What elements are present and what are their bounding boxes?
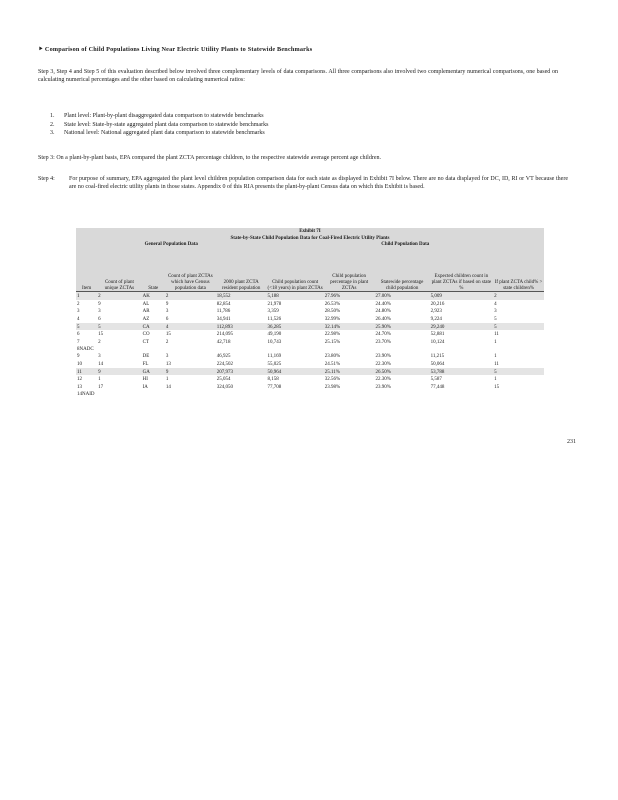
cell-census: 4 (165, 323, 216, 331)
cell-child: 11,169 (267, 354, 282, 360)
list-item (50, 112, 470, 121)
cell-expected: 2,923 (430, 309, 442, 315)
cell-flag: 5 (493, 323, 544, 331)
group-header-general: General Population Data (76, 242, 267, 248)
cell-state: AZ (142, 316, 150, 322)
cell-expected: 20,216 (430, 301, 445, 307)
cell-state: AL (142, 301, 150, 307)
table-note: 14NAID (77, 391, 95, 397)
list-text: Plant level: Plant-by-plant disaggregated data comparison to statewide benchmarks (64, 113, 264, 119)
list-item (50, 121, 470, 130)
cell-pop: 42,718 (216, 339, 231, 345)
cell-zctas: 3 (98, 309, 101, 315)
cell-expected: 9,224 (430, 316, 442, 322)
cell-pct: 23.98% (324, 384, 341, 390)
cell-zctas: 15 (98, 332, 104, 338)
table-header-row (76, 247, 544, 292)
cell-pop: 46,925 (216, 354, 231, 360)
cell-census: 13 (165, 361, 171, 367)
cell-item: 2 (77, 301, 80, 307)
cell-pop: 18,552 (216, 292, 267, 300)
cell-pct: 28.50% (324, 309, 341, 315)
cell-zctas: 9 (97, 368, 141, 376)
cell-pct: 32.14% (324, 323, 375, 331)
cell-statepct: 26.50% (375, 368, 430, 376)
step4-paragraph (38, 175, 568, 192)
cell-census: 3 (165, 354, 169, 360)
list-number: 1. (50, 113, 55, 119)
table-caption-row (76, 228, 544, 235)
exhibit-table (76, 228, 544, 398)
cell-pop: 25,054 (216, 377, 231, 383)
cell-zctas: 17 (98, 384, 104, 390)
cell-item: 7 (77, 339, 80, 345)
table-title: State-by-State Child Population Data for Coal-Fired Electric Utility Plants (76, 235, 544, 242)
cell-statepct: 26.40% (375, 316, 391, 322)
cell-census: 2 (165, 292, 216, 300)
cell-expected: 5,009 (430, 292, 494, 300)
cell-zctas: 9 (98, 301, 101, 307)
cell-statepct: 23.90% (375, 384, 391, 390)
table-row (76, 338, 544, 346)
column-header: Child population count (<18 years) in plant ZCTAs (267, 247, 324, 292)
cell-zctas: 2 (98, 339, 101, 345)
table-row (76, 308, 544, 316)
cell-flag: 1 (494, 339, 497, 345)
cell-pct: 23.80% (324, 354, 341, 360)
table-note: 8NADC (77, 346, 94, 352)
cell-flag: 3 (494, 309, 497, 315)
cell-statepct: 22.30% (375, 377, 391, 383)
cell-flag: 1 (494, 377, 497, 383)
cell-zctas: 1 (98, 377, 101, 383)
cell-expected: 53,788 (430, 368, 494, 376)
table-body (76, 292, 544, 346)
cell-child: 10,743 (267, 339, 282, 345)
cell-state: CA (142, 323, 165, 331)
cell-statepct: 24.70% (375, 332, 391, 338)
cell-zctas: 6 (98, 316, 101, 322)
cell-child: 55,025 (267, 361, 282, 367)
cell-pct: 25.11% (324, 368, 375, 376)
cell-child: 49,190 (267, 332, 282, 338)
cell-item: 4 (77, 316, 80, 322)
exhibit-table-wrapper (76, 228, 544, 398)
cell-flag: 5 (494, 316, 497, 322)
cell-census: 15 (165, 332, 171, 338)
cell-item: 6 (77, 332, 80, 338)
cell-statepct: 24.40% (375, 301, 391, 307)
cell-child: 21,978 (267, 301, 282, 307)
cell-child: 11,526 (267, 316, 282, 322)
cell-child: 5,188 (267, 292, 324, 300)
step3-paragraph: Step 3: On a plant-by-plant basis, EPA compared the plant ZCTA percentage children, to the respective statewide average percent age children. (38, 155, 382, 161)
cell-item: 11 (76, 368, 97, 376)
column-header: 2000 plant ZCTA resident population (216, 247, 267, 292)
table-note-row (76, 391, 544, 398)
cell-pct: 24.51% (324, 361, 341, 367)
table-row (76, 375, 544, 383)
cell-expected: 10,124 (430, 339, 445, 345)
cell-state: AR (142, 309, 150, 315)
column-header: Child population percentage in plant ZCTAs (324, 247, 375, 292)
column-header: Count of plant ZCTAs which have Census population data (165, 247, 216, 292)
cell-item: 10 (77, 361, 82, 367)
cell-item: 9 (77, 354, 80, 360)
page-number: 231 (567, 439, 576, 445)
column-header: Expected children count in plant ZCTAs if based on state % (430, 247, 494, 292)
cell-state: DE (142, 354, 150, 360)
table-row (76, 323, 544, 331)
cell-child: 3,359 (267, 309, 279, 315)
cell-statepct: 23.70% (375, 339, 391, 345)
cell-item: 3 (77, 309, 80, 315)
cell-flag: 15 (494, 384, 500, 390)
cell-zctas: 3 (98, 354, 101, 360)
cell-census: 6 (165, 316, 169, 322)
table-row (76, 353, 544, 361)
cell-pop: 112,893 (216, 323, 267, 331)
cell-pct: 32.56% (324, 377, 341, 383)
cell-pop: 34,941 (216, 316, 231, 322)
cell-item: 5 (76, 323, 97, 331)
column-header: Statewide percentage child population (375, 247, 430, 292)
list-text: State level: State-by-state aggregated plant data comparison to statewide benchmarks (64, 121, 269, 128)
table-row (76, 315, 544, 323)
cell-state: HI (142, 377, 148, 383)
cell-pop: 224,502 (216, 361, 233, 367)
cell-child: 36,285 (267, 323, 324, 331)
table-row (76, 292, 544, 300)
cell-zctas: 5 (97, 323, 141, 331)
list-item (50, 129, 470, 138)
cell-flag: 5 (493, 368, 544, 376)
step4-label: Step 4: (38, 176, 55, 182)
table-caption: Exhibit 7I (76, 228, 544, 235)
cell-pop: 207,973 (216, 368, 267, 376)
cell-pop: 214,095 (216, 332, 233, 338)
cell-expected: 5,587 (430, 377, 442, 383)
cell-statepct: 22.30% (375, 361, 391, 367)
cell-item: 12 (77, 377, 82, 383)
cell-census: 9 (165, 368, 216, 376)
cell-zctas: 2 (97, 292, 141, 300)
column-header: Count of plant unique ZCTAs (97, 247, 141, 292)
cell-pct: 22.98% (324, 332, 341, 338)
cell-state: CO (142, 332, 150, 338)
cell-pct: 25.15% (324, 339, 341, 345)
intro-paragraph: Step 3, Step 4 and Step 5 of this evaluation described below involved three complementary levels of data comparisons. All three comparisons also involved two complementary numerical comparisons, one based on calculating numerical percentages and the other based on calculating numerical ratios: (38, 69, 558, 84)
table-caption-row (76, 235, 544, 242)
table-row (76, 383, 544, 391)
cell-statepct: 23.90% (375, 354, 391, 360)
cell-census: 9 (165, 301, 169, 307)
cell-expected: 52,881 (430, 332, 445, 338)
cell-census: 3 (165, 309, 169, 315)
cell-expected: 11,215 (430, 354, 445, 360)
comparison-levels-list (50, 112, 470, 138)
list-number: 3. (50, 130, 55, 136)
cell-child: 50,964 (267, 368, 324, 376)
cell-census: 14 (165, 384, 171, 390)
cell-flag: 4 (494, 301, 497, 307)
cell-pop: 11,786 (216, 309, 231, 315)
group-header-child: Child Population Data (267, 242, 544, 248)
cell-expected: 77,448 (430, 384, 445, 390)
cell-pop: 82,854 (216, 301, 231, 307)
table-row (76, 300, 544, 308)
cell-flag: 11 (494, 332, 499, 338)
cell-state: GA (142, 368, 165, 376)
cell-statepct: 25.90% (375, 323, 430, 331)
column-header: Item (76, 247, 97, 292)
cell-state: CT (142, 339, 150, 345)
cell-zctas: 14 (98, 361, 104, 367)
table-row (76, 360, 544, 368)
cell-statepct: 24.80% (375, 309, 391, 315)
cell-census: 2 (165, 339, 169, 345)
cell-pct: 27.96% (324, 292, 375, 300)
cell-expected: 29,240 (430, 323, 494, 331)
cell-flag: 11 (494, 361, 499, 367)
cell-item: 13 (77, 384, 82, 390)
table-row (76, 330, 544, 338)
table-row (76, 368, 544, 376)
cell-pct: 32.99% (324, 316, 341, 322)
cell-state: IA (142, 384, 148, 390)
section-heading: ⯈ Comparison of Child Populations Living Near Electric Utility Plants to Statewide Benchmarks (38, 46, 313, 53)
list-text: National level: National aggregated plant data comparison to statewide benchmarks (64, 130, 265, 136)
column-header: State (142, 247, 165, 292)
cell-child: 8,158 (267, 377, 279, 383)
cell-flag: 2 (493, 292, 544, 300)
cell-flag: 1 (494, 354, 497, 360)
list-number: 2. (50, 121, 55, 128)
table-note-row (76, 346, 544, 353)
cell-state: AK (142, 292, 165, 300)
cell-state: FL (142, 361, 149, 367)
cell-pop: 324,050 (216, 384, 233, 390)
cell-expected: 50,064 (430, 361, 445, 367)
column-header: If plant ZCTA child% > state children% (493, 247, 544, 292)
cell-statepct: 27.00% (375, 292, 430, 300)
cell-item: 1 (76, 292, 97, 300)
cell-child: 77,708 (267, 384, 282, 390)
cell-pct: 26.53% (324, 301, 341, 307)
table-body (76, 353, 544, 391)
step4-text: For purpose of summary, EPA aggregated the plant level children population comparison data for each state as displayed in Exhibit 7I below. There are no data displayed for DC, ID, RI or VT because there are no coal-fired electric utility plants in those states. Appendix 0 of this RIA presents the plant-by-plant Census data on which this Exhibit is based. (69, 176, 568, 191)
cell-census: 1 (165, 377, 169, 383)
